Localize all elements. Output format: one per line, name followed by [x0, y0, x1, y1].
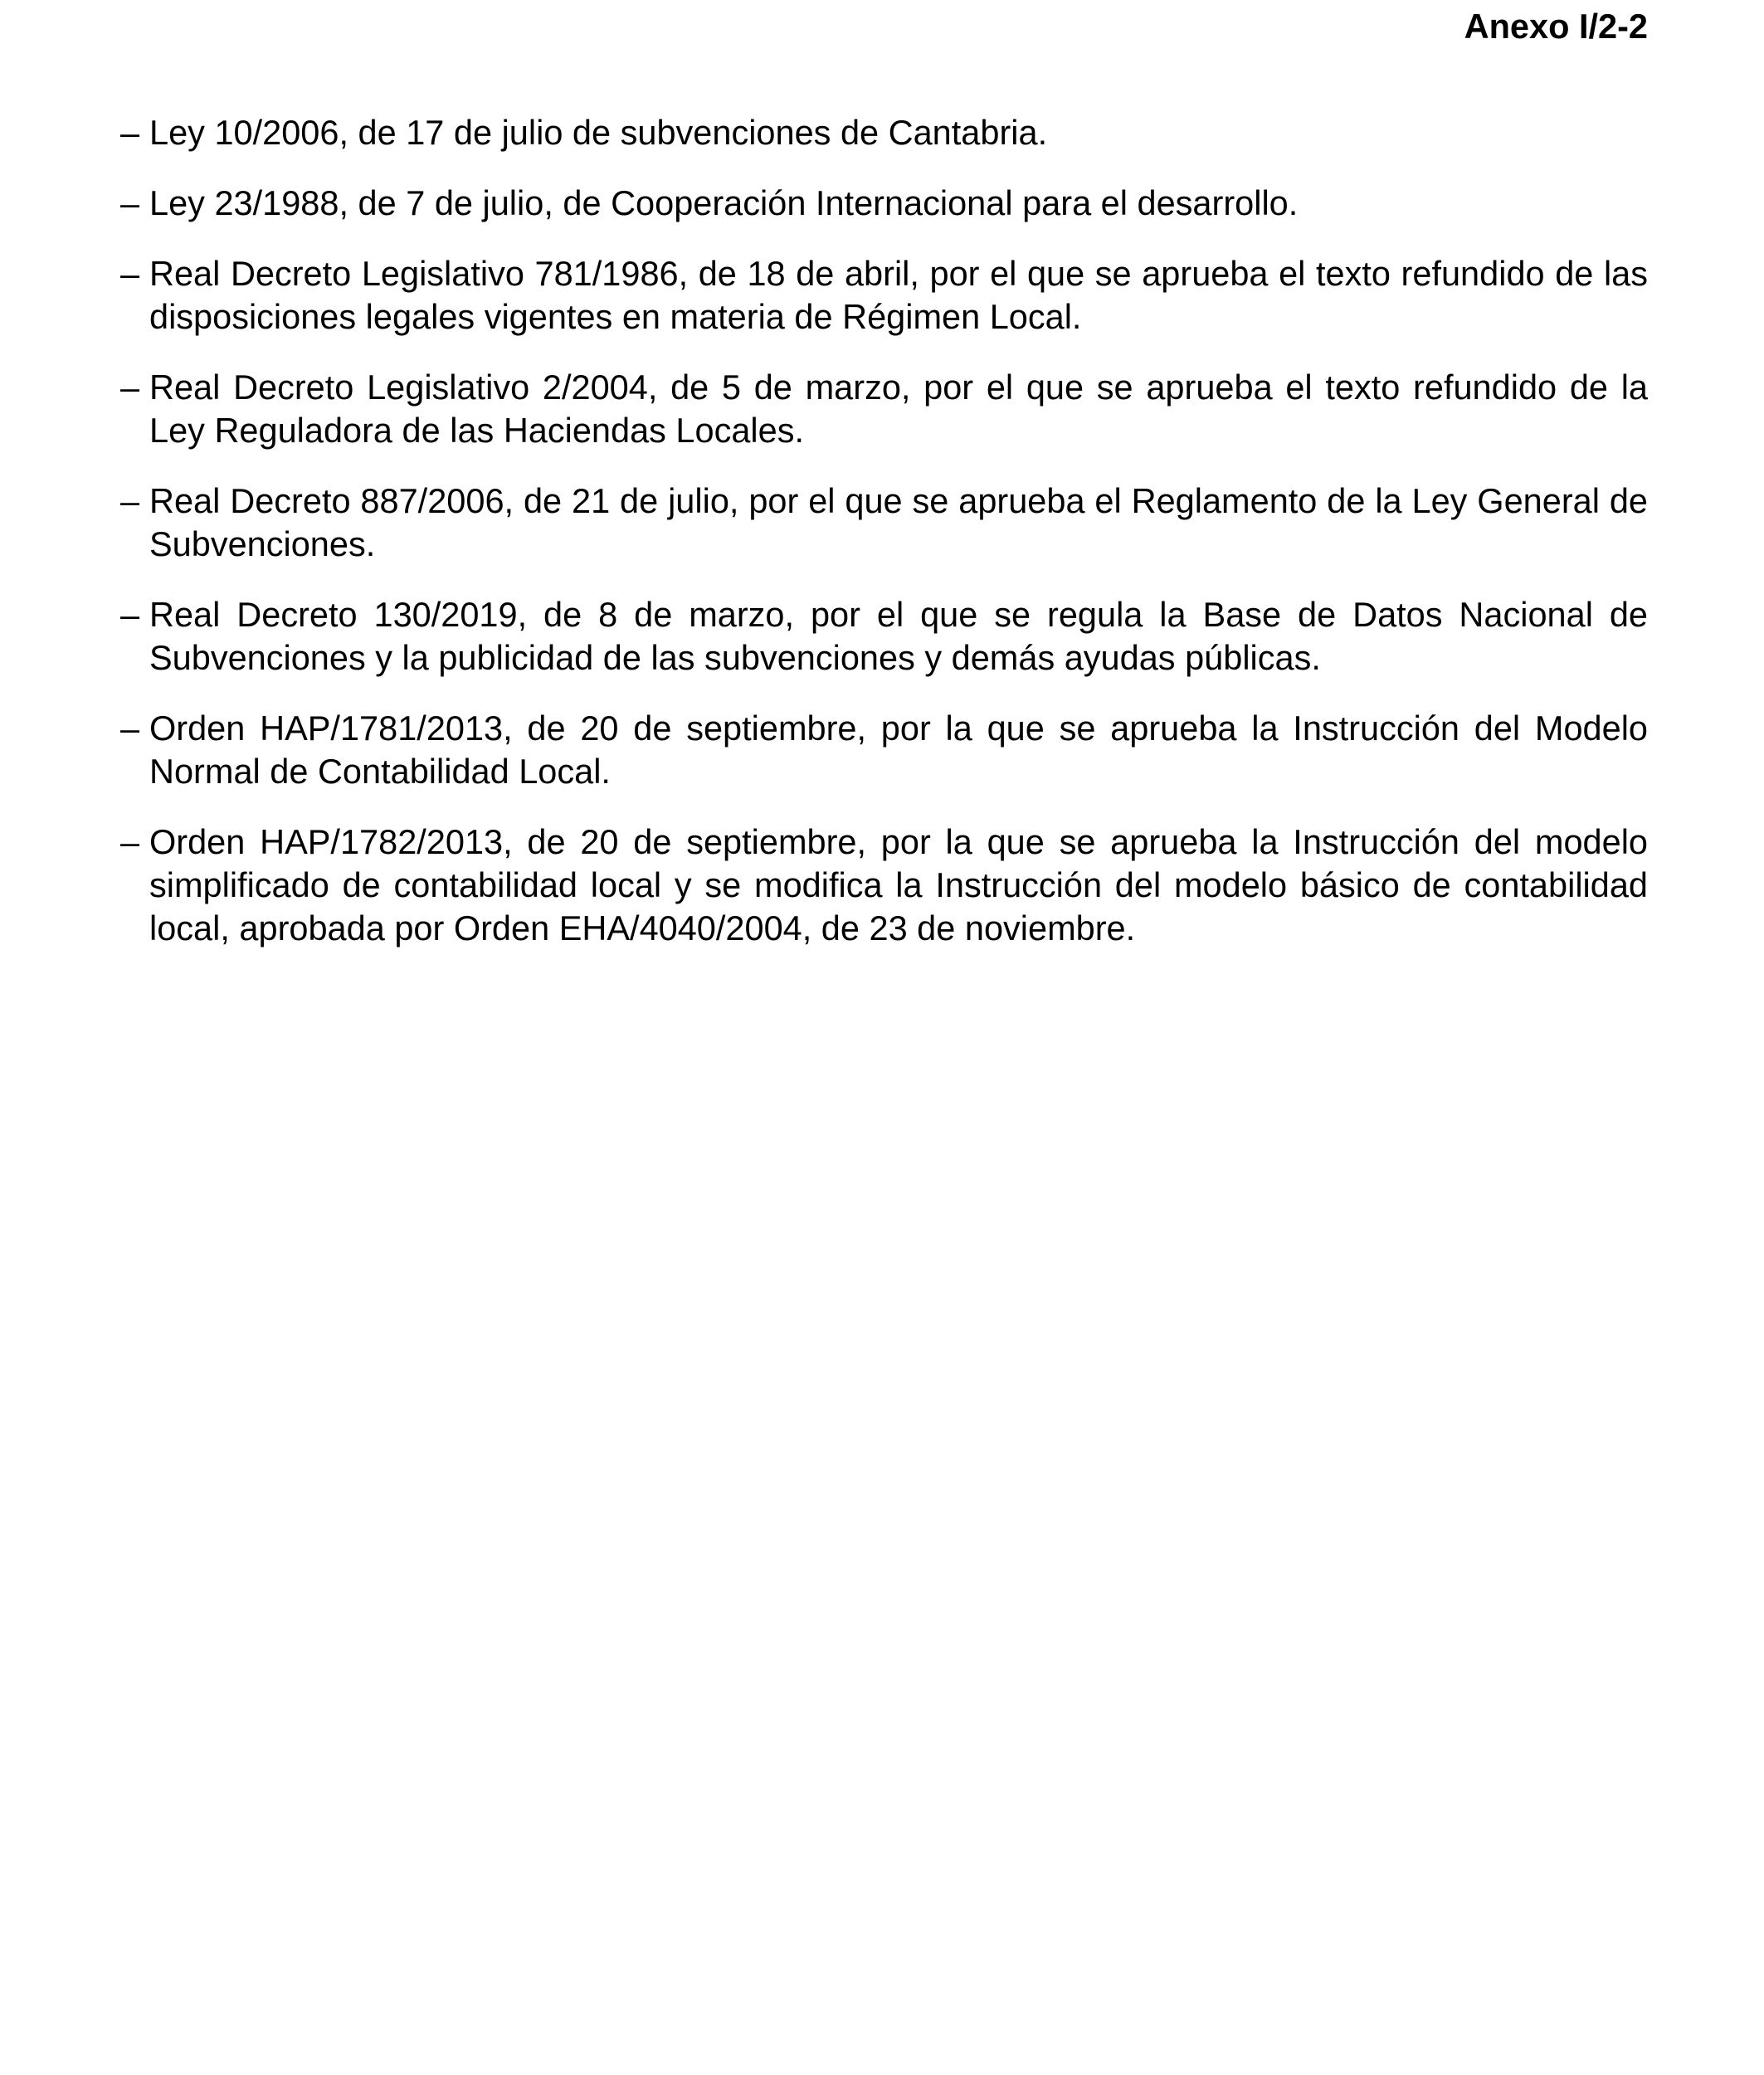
list-item-text: Orden HAP/1781/2013, de 20 de septiembre, por la que se aprueba la Instrucción del Modelo Normal de Contabilidad Local.: [149, 709, 1648, 791]
dash-bullet: –: [120, 113, 140, 152]
list-item: [120, 707, 1648, 793]
annex-label: Anexo I/2-2: [1464, 7, 1648, 46]
legal-references-list: [120, 111, 1648, 950]
list-item: [120, 480, 1648, 566]
list-item: [120, 252, 1648, 339]
list-item: [120, 821, 1648, 950]
dash-bullet: –: [120, 183, 140, 222]
dash-bullet: –: [120, 709, 140, 748]
dash-bullet: –: [120, 368, 140, 407]
dash-bullet: –: [120, 822, 140, 861]
list-item: [120, 593, 1648, 679]
list-item-text: Ley 10/2006, de 17 de julio de subvenciones de Cantabria.: [149, 113, 1048, 152]
list-item: [120, 366, 1648, 452]
list-item: [120, 182, 1648, 225]
list-item-text: Real Decreto Legislativo 781/1986, de 18 de abril, por el que se aprueba el texto refundido de las disposiciones legales vigentes en materia de Régimen Local.: [149, 254, 1648, 336]
list-item-text: Ley 23/1988, de 7 de julio, de Cooperación Internacional para el desarrollo.: [149, 183, 1299, 222]
dash-bullet: –: [120, 254, 140, 293]
list-item-text: Real Decreto Legislativo 2/2004, de 5 de marzo, por el que se aprueba el texto refundido de la Ley Reguladora de las Haciendas Locales.: [149, 368, 1648, 450]
list-item-text: Real Decreto 887/2006, de 21 de julio, por el que se aprueba el Reglamento de la Ley General de Subvenciones.: [149, 481, 1648, 563]
list-item: [120, 111, 1648, 154]
dash-bullet: –: [120, 481, 140, 520]
dash-bullet: –: [120, 595, 140, 634]
list-item-text: Real Decreto 130/2019, de 8 de marzo, por el que se regula la Base de Datos Nacional de Subvenciones y la publicidad de las subvenciones y demás ayudas públicas.: [149, 595, 1648, 677]
list-item-text: Orden HAP/1782/2013, de 20 de septiembre, por la que se aprueba la Instrucción del modelo simplificado de contabilidad local y se modifica la Instrucción del modelo básico de contabilidad local, aprobada por Orden EHA/4040/2004, de 23 de noviembre.: [149, 822, 1648, 947]
